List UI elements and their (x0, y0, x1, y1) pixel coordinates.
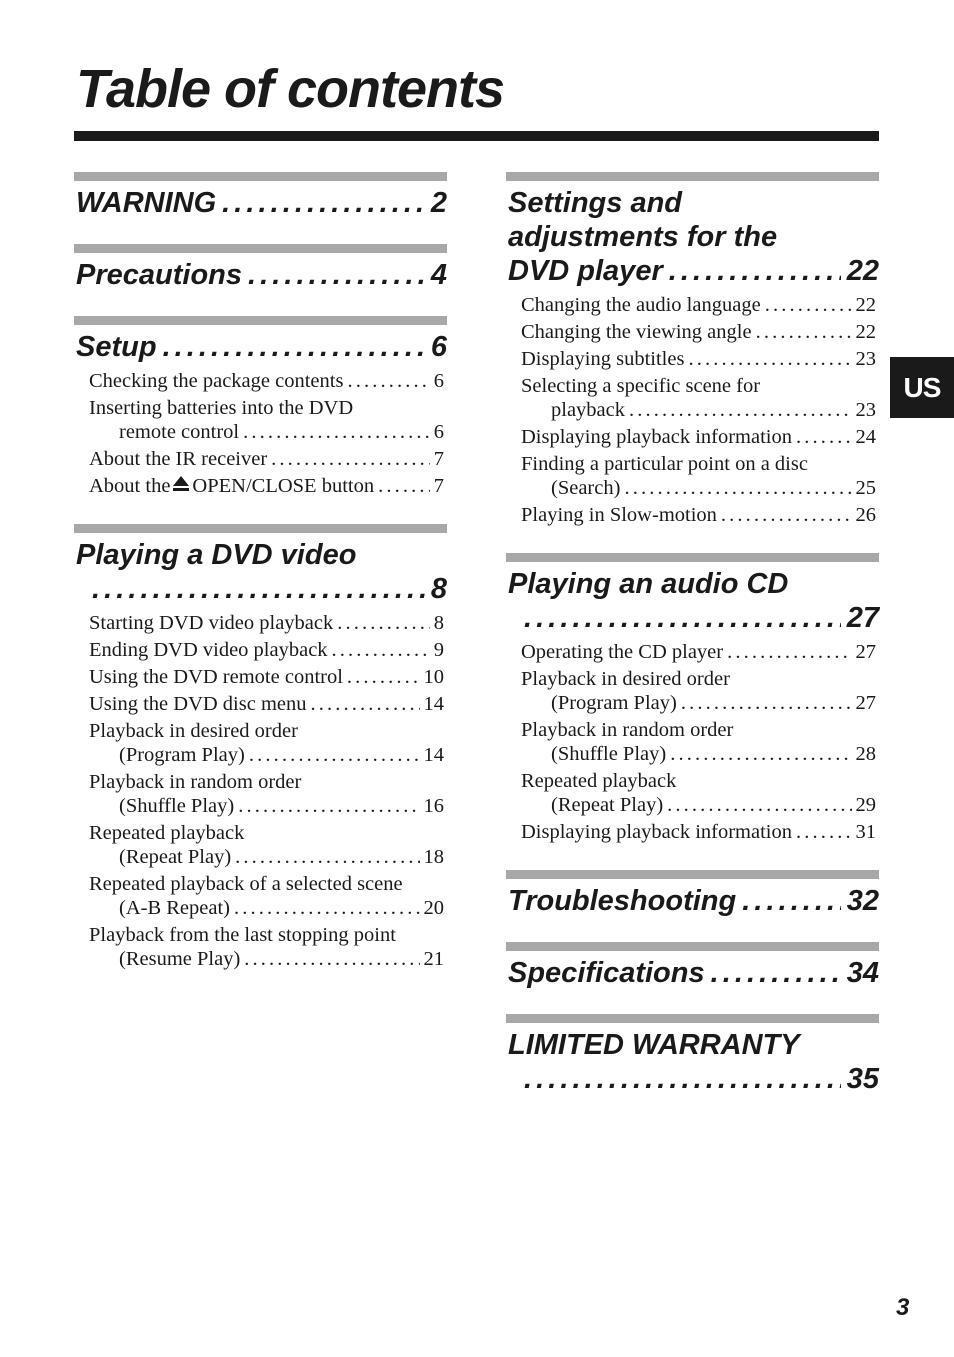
section-divider (506, 942, 879, 951)
section-divider (74, 524, 447, 533)
toc-section-playing-cd (506, 553, 879, 846)
toc-entry[interactable]: Playback in desired order (Program Play) . . . 27 (521, 666, 876, 717)
toc-entry[interactable]: About the IR receiver . . . 7 (89, 446, 444, 473)
title-rule (74, 131, 879, 141)
section-heading[interactable]: WARNING . . . 2 (74, 186, 447, 220)
right-column (506, 172, 879, 1120)
toc-entry[interactable]: Ending DVD video playback . . . 9 (89, 637, 444, 664)
toc-entry[interactable]: Repeated playback (Repeat Play) . . . 29 (521, 768, 876, 819)
toc-section-specifications (506, 942, 879, 990)
toc-entry[interactable]: Displaying playback information . . . 24 (521, 424, 876, 451)
toc-entry[interactable]: Displaying playback information . . . 31 (521, 819, 876, 846)
section-divider (506, 553, 879, 562)
page-number: 3 (896, 1294, 910, 1321)
toc-entry[interactable]: Checking the package contents . . . 6 (89, 368, 444, 395)
section-heading[interactable]: Playing an audio CD . . . 27 (506, 567, 879, 635)
toc-entry[interactable]: Finding a particular point on a disc (Search) . . . 25 (521, 451, 876, 502)
toc-entries (506, 639, 879, 846)
section-heading[interactable]: LIMITED WARRANTY . . . 35 (506, 1028, 879, 1096)
section-heading[interactable]: Specifications . . . 34 (506, 956, 879, 990)
toc-entry[interactable]: Playback in random order (Shuffle Play) . . . 16 (89, 769, 444, 820)
toc-entries (506, 292, 879, 529)
toc-section-setup (74, 316, 447, 500)
eject-icon (172, 473, 190, 500)
toc-entry[interactable]: Changing the audio language . . . 22 (521, 292, 876, 319)
toc-entry[interactable]: Repeated playback (Repeat Play) . . . 18 (89, 820, 444, 871)
page-title: Table of contents (76, 59, 505, 119)
toc-entries (74, 610, 447, 973)
section-heading[interactable]: Setup . . . 6 (74, 330, 447, 364)
section-divider (74, 244, 447, 253)
toc-section-precautions (74, 244, 447, 292)
section-divider (74, 316, 447, 325)
toc-entry[interactable]: Starting DVD video playback . . . 8 (89, 610, 444, 637)
toc-entries (74, 368, 447, 500)
toc-entry[interactable]: Displaying subtitles . . . 23 (521, 346, 876, 373)
toc-section-troubleshooting (506, 870, 879, 918)
section-heading[interactable]: Settings and adjustments for the DVD player . . . 22 (506, 186, 879, 288)
toc-entry[interactable]: Repeated playback of a selected scene (A-B Repeat) . . . 20 (89, 871, 444, 922)
toc-entry[interactable]: Playback from the last stopping point (Resume Play) . . . 21 (89, 922, 444, 973)
toc-entry[interactable]: Playback in random order (Shuffle Play) . . . 28 (521, 717, 876, 768)
toc-entry[interactable]: Inserting batteries into the DVD remote control . . . 6 (89, 395, 444, 446)
toc-entry[interactable]: About the OPEN/CLOSE button . . . 7 (89, 473, 444, 500)
toc-section-limited-warranty (506, 1014, 879, 1096)
toc-section-settings (506, 172, 879, 529)
toc-entry[interactable]: Playing in Slow-motion . . . 26 (521, 502, 876, 529)
toc-entry[interactable]: Changing the viewing angle . . . 22 (521, 319, 876, 346)
toc-entry[interactable]: Playback in desired order (Program Play) . . . 14 (89, 718, 444, 769)
toc-section-playing-dvd (74, 524, 447, 973)
left-column (74, 172, 447, 997)
section-divider (506, 870, 879, 879)
section-divider (506, 1014, 879, 1023)
section-heading[interactable]: Precautions . . . 4 (74, 258, 447, 292)
toc-entry[interactable]: Selecting a specific scene for playback . . . 23 (521, 373, 876, 424)
section-heading[interactable]: Troubleshooting . . . 32 (506, 884, 879, 918)
section-divider (74, 172, 447, 181)
toc-entry[interactable]: Operating the CD player . . . 27 (521, 639, 876, 666)
toc-entry[interactable]: Using the DVD disc menu . . . 14 (89, 691, 444, 718)
section-heading[interactable]: Playing a DVD video . . . 8 (74, 538, 447, 606)
section-divider (506, 172, 879, 181)
toc-section-warning (74, 172, 447, 220)
language-tab: US (890, 357, 954, 418)
toc-entry[interactable]: Using the DVD remote control . . . 10 (89, 664, 444, 691)
